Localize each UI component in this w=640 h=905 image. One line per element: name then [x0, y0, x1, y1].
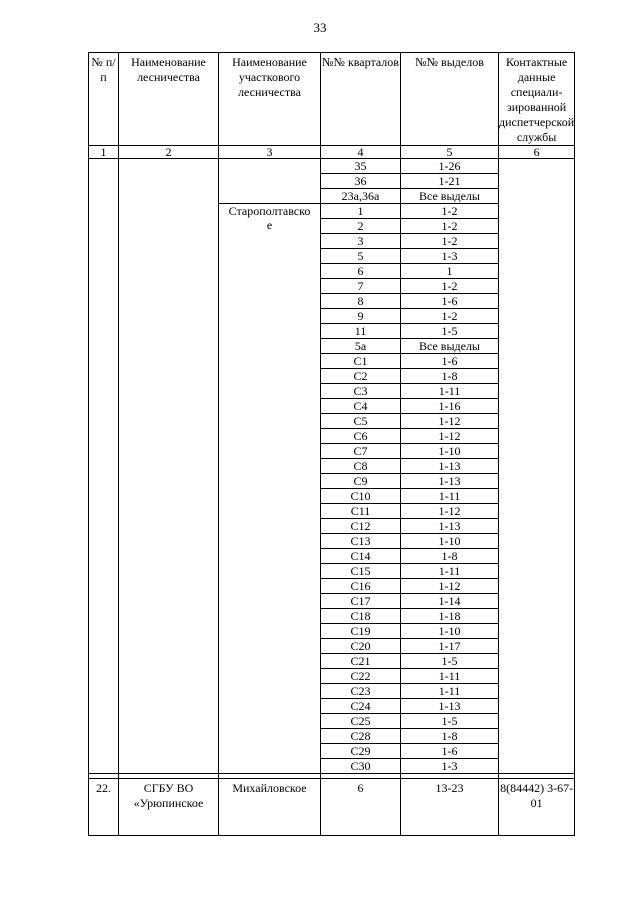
- allotment-cell: 1-2: [401, 219, 499, 234]
- column-number: 1: [89, 146, 119, 159]
- allotment-cell: 1-8: [401, 549, 499, 564]
- header-num: № п/п: [89, 53, 119, 146]
- header-row: [89, 53, 575, 146]
- row-num-cell: 22.: [89, 779, 119, 836]
- allotment-cell: 1-13: [401, 699, 499, 714]
- district-cell-blank: [219, 159, 321, 204]
- quarter-cell: С21: [321, 654, 401, 669]
- quarter-cell: С10: [321, 489, 401, 504]
- allotment-cell: 1-12: [401, 429, 499, 444]
- allotment-cell: 1-10: [401, 534, 499, 549]
- allotment-cell: 1-6: [401, 744, 499, 759]
- contact-cell: [499, 159, 575, 774]
- header-forestry: Наименование лесничества: [119, 53, 219, 146]
- allotment-cell: 1-13: [401, 459, 499, 474]
- quarter-cell: С4: [321, 399, 401, 414]
- forestry-cell: [119, 159, 219, 774]
- quarter-cell: 6: [321, 264, 401, 279]
- forestry-table: [88, 52, 575, 836]
- district-cell: Михайловское: [219, 779, 321, 836]
- allotment-cell: 1-2: [401, 204, 499, 219]
- header-allotments: №№ выделов: [401, 53, 499, 146]
- allotment-cell: 1-5: [401, 714, 499, 729]
- allotment-cell: 1-3: [401, 249, 499, 264]
- quarter-cell: 2: [321, 219, 401, 234]
- header-district: Наименование участкового лесничества: [219, 53, 321, 146]
- quarter-cell: С20: [321, 639, 401, 654]
- quarter-cell: С6: [321, 429, 401, 444]
- allotment-cell: 1-21: [401, 174, 499, 189]
- allotment-cell: 1-6: [401, 294, 499, 309]
- quarter-cell: С2: [321, 369, 401, 384]
- allotment-cell: 1-8: [401, 369, 499, 384]
- allotment-cell: 1-2: [401, 279, 499, 294]
- allotment-cell: 1-12: [401, 414, 499, 429]
- quarter-cell: С19: [321, 624, 401, 639]
- page-number: 33: [313, 20, 327, 35]
- allotment-cell: 1-5: [401, 324, 499, 339]
- quarter-cell: С24: [321, 699, 401, 714]
- allotment-cell: 1-11: [401, 684, 499, 699]
- quarter-cell: С30: [321, 759, 401, 774]
- quarter-cell: С5: [321, 414, 401, 429]
- quarter-cell: С22: [321, 669, 401, 684]
- allotment-cell: 1-13: [401, 474, 499, 489]
- quarter-cell: 11: [321, 324, 401, 339]
- allotment-cell: 1-26: [401, 159, 499, 174]
- quarter-cell: 3: [321, 234, 401, 249]
- quarter-cell: 23а,36а: [321, 189, 401, 204]
- allotment-cell: 1: [401, 264, 499, 279]
- allotment-cell: 1-10: [401, 444, 499, 459]
- quarter-cell: С23: [321, 684, 401, 699]
- quarter-cell: 9: [321, 309, 401, 324]
- quarter-cell: С1: [321, 354, 401, 369]
- column-number-row: [89, 146, 575, 159]
- quarter-cell: 8: [321, 294, 401, 309]
- quarter-cell: 5а: [321, 339, 401, 354]
- allotment-cell: 1-3: [401, 759, 499, 774]
- allotment-cell: 1-12: [401, 504, 499, 519]
- quarter-cell: С11: [321, 504, 401, 519]
- quarter-cell: 36: [321, 174, 401, 189]
- district-label: Старополтавское: [228, 204, 311, 232]
- quarter-cell: 6: [321, 779, 401, 836]
- allotment-cell: 1-10: [401, 624, 499, 639]
- quarter-cell: С16: [321, 579, 401, 594]
- column-number: 2: [119, 146, 219, 159]
- allotment-cell: 1-11: [401, 489, 499, 504]
- contact-cell: 8(84442) 3-67-01: [499, 779, 575, 836]
- quarter-cell: С12: [321, 519, 401, 534]
- allotment-cell: Все выделы: [401, 189, 499, 204]
- district-cell-staropoltavskoe: [219, 204, 321, 774]
- allotment-cell: 1-12: [401, 579, 499, 594]
- allotment-cell: 1-6: [401, 354, 499, 369]
- allotment-cell: 1-2: [401, 309, 499, 324]
- allotment-cell: 1-2: [401, 234, 499, 249]
- quarter-cell: С29: [321, 744, 401, 759]
- quarter-cell: С28: [321, 729, 401, 744]
- quarter-cell: С13: [321, 534, 401, 549]
- quarter-cell: С17: [321, 594, 401, 609]
- quarter-cell: С7: [321, 444, 401, 459]
- quarter-cell: 35: [321, 159, 401, 174]
- allotment-cell: 1-17: [401, 639, 499, 654]
- allotment-cell: 1-8: [401, 729, 499, 744]
- quarter-cell: С25: [321, 714, 401, 729]
- header-quarters: №№ кварталов: [321, 53, 401, 146]
- allotment-cell: 1-11: [401, 564, 499, 579]
- quarter-cell: С15: [321, 564, 401, 579]
- column-number: 5: [401, 146, 499, 159]
- column-number: 4: [321, 146, 401, 159]
- allotment-cell: 1-18: [401, 609, 499, 624]
- quarter-cell: 7: [321, 279, 401, 294]
- quarter-cell: С3: [321, 384, 401, 399]
- quarter-cell: С9: [321, 474, 401, 489]
- forestry-cell: СГБУ ВО «Урюпинское: [119, 779, 219, 836]
- quarter-cell: С14: [321, 549, 401, 564]
- allotment-cell: 13-23: [401, 779, 499, 836]
- table-row: [89, 159, 575, 174]
- header-contacts: Контактные данные специали-зированной диспетчерской службы: [499, 53, 575, 146]
- quarter-cell: 1: [321, 204, 401, 219]
- table-row-22: [89, 779, 575, 836]
- column-number: 3: [219, 146, 321, 159]
- quarter-cell: С18: [321, 609, 401, 624]
- column-number: 6: [499, 146, 575, 159]
- row-num-cell: [89, 159, 119, 774]
- allotment-cell: 1-5: [401, 654, 499, 669]
- allotment-cell: 1-14: [401, 594, 499, 609]
- quarter-cell: 5: [321, 249, 401, 264]
- quarter-cell: С8: [321, 459, 401, 474]
- allotment-cell: 1-13: [401, 519, 499, 534]
- allotment-cell: 1-11: [401, 384, 499, 399]
- allotment-cell: 1-16: [401, 399, 499, 414]
- allotment-cell: Все выделы: [401, 339, 499, 354]
- allotment-cell: 1-11: [401, 669, 499, 684]
